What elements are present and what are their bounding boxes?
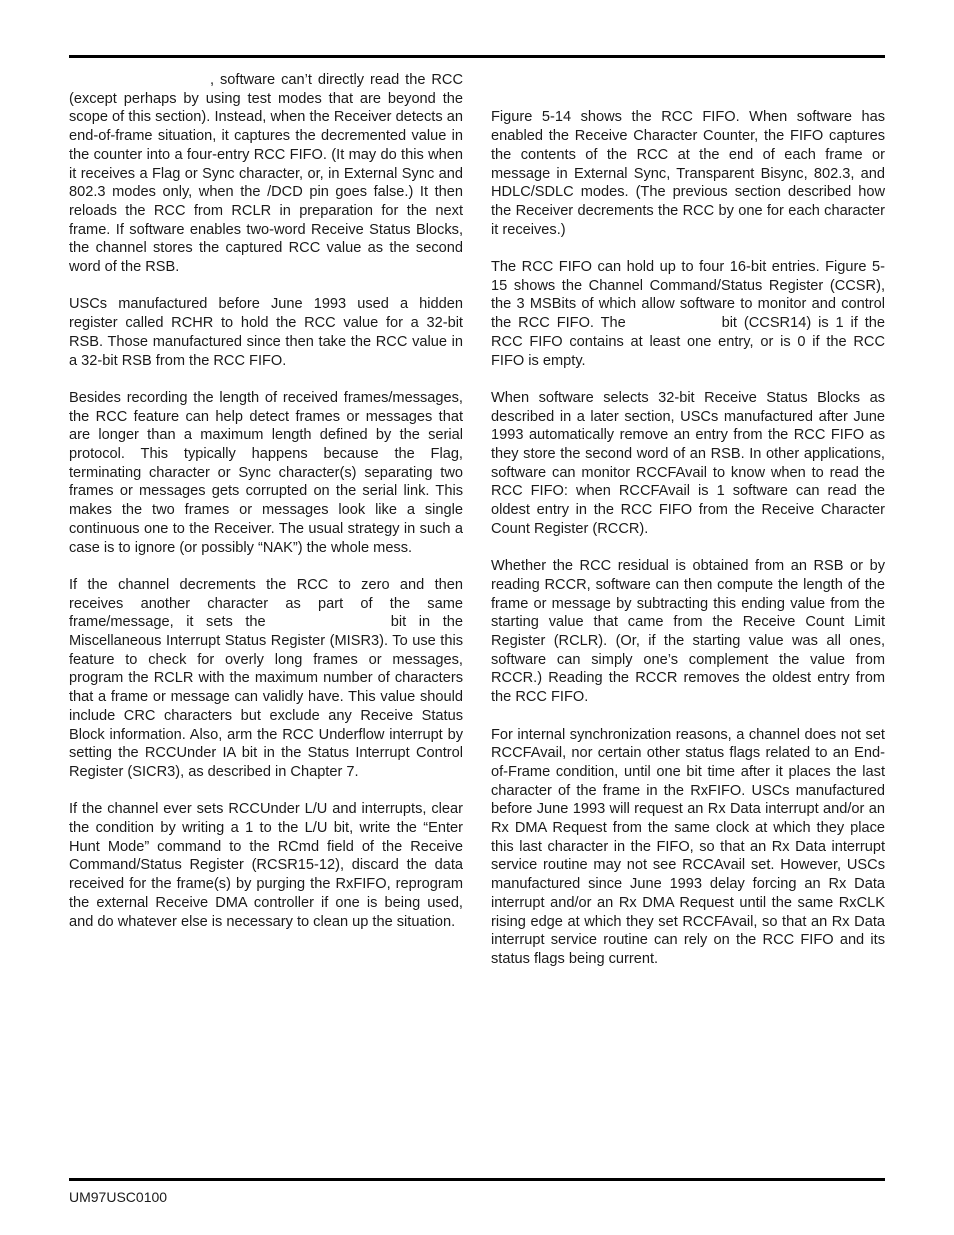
paragraph-rcc-fifo-capture: [69, 71, 463, 277]
paragraph-text: The RCC FIFO can hold up to four 16-bit entries. Figure 5-15 shows the Channel Command/Status Register (CCSR), the 3 MSBits of which allow software to monitor and control the RCC FIFO. The: [491, 259, 885, 332]
left-column: [69, 71, 463, 950]
paragraph-underflow-recovery: If the channel ever sets RCCUnder L/U and interrupts, clear the condition by writing a 1 to the L/U bit, write the “Enter Hunt Mode” command to the RCmd field of the Receive Command/Status Register (RCSR15-12), discard the data received for the frame(s) by purging the RxFIFO, reprogram the external Receive DMA controller if one is being used, and do whatever else is necessary to clean up the situation.: [69, 801, 463, 930]
paragraph-rcc-fifo-figure: Figure 5-14 shows the RCC FIFO. When software has enabled the Receive Character Counter, the FIFO captures the contents of the RCC at the end of each frame or message in External Sync, Transparent Bisync, 802.3, and HDLC/SDLC modes. (The previous section described how the Receiver decrements the RCC by one for each character it receives.): [491, 109, 885, 238]
right-column: [491, 71, 885, 987]
paragraph-text: bit in the Miscellaneous Interrupt Status Register (MISR3). To use this feature to check for overly long frames or messages, program the RCLR with the maximum number of characters that a frame or message can validly have. This value should include CRC characters but exclude any Receive Status Block information. Also, arm the RCC Underflow interrupt by setting the RCCUnder IA bit in the Status Interrupt Control Register (SICR3), as described in Chapter 7.: [69, 614, 463, 780]
paragraph-rccfavail: When software selects 32-bit Receive Status Blocks as described in a later section, USCs manufactured after June 1993 automatically remove an entry from the RCC FIFO as they store the second word of an RSB. In other applications, software can monitor RCCFAvail to know when to read the RCC FIFO: when RCCFAvail is 1 software can read the oldest entry in the RCC FIFO from the Receive Character Count Register (RCCR).: [491, 389, 885, 537]
paragraph-ccsr-control: [491, 258, 885, 370]
paragraph-text: bit (CCSR14) is 1 if the RCC FIFO contains at least one entry, or is 0 if the RCC FIFO is empty.: [491, 315, 886, 369]
footer-rule: [69, 1178, 885, 1181]
paragraph-sync-timing: For internal synchronization reasons, a channel does not set RCCFAvail, nor certain other status flags related to an End-of-Frame condition, until one bit time after it places the last character of the frame in the RxFIFO. USCs manufactured before June 1993 will request an Rx Data interrupt and/or an Rx DMA Request from the same clock at which they place this last character in the FIFO, so that an Rx Data interrupt service routine may not see RCCAvail set. However, USCs manufactured since June 1993 delay forcing an Rx Data interrupt and/or an Rx DMA Request until the same RxCLK rising edge at which they set RCCFAvail, so that an Rx Data interrupt service routine can rely on the RCC FIFO and its status flags being current.: [491, 726, 885, 967]
paragraph-text: , software can’t directly read the RCC (except perhaps by using test modes that are beyond the scope of this section). Instead, when the Receiver detects an end-of-frame situation, it captures the decremented value in the counter into a four-entry RCC FIFO. (It may do this when it receives a Flag or Sync character, or, in External Sync and 802.3 modes only, when the /DCD pin goes false.) It then reloads the RCC from RCLR in preparation for the next frame. If software enables two-word Receive Status Blocks, the channel stores the captured RCC value as the second word of the RSB.: [69, 72, 463, 276]
document-id: UM97USC0100: [69, 1189, 168, 1205]
paragraph-long-frame-detection: Besides recording the length of received frames/messages, the RCC feature can help detect frames or messages that are longer than a maximum length defined by the serial protocol. This typically happens because the Flag, terminating character or Sync character(s) separating two frames or messages gets corrupted on the serial link. This makes the two frames or messages look like a single continuous one to the Receiver. The usual strategy in such a case is to ignore (or possibly “NAK”) the whole mess.: [69, 389, 463, 556]
paragraph-rcc-underflow: [69, 576, 463, 782]
header-rule: [69, 55, 885, 58]
paragraph-frame-length: Whether the RCC residual is obtained from an RSB or by reading RCCR, software can then compute the length of the frame or message by subtracting this ending value from the starting value that came from the Receive Count Limit Register (RCLR). (Or, if the starting value was all ones, software can simply one’s complement the value from RCCR.) Reading the RCCR removes the oldest entry from the RCC FIFO.: [491, 558, 885, 706]
paragraph-text: If the channel decrements the RCC to zero and then receives another character as part of the same frame/message, it sets the: [69, 576, 463, 631]
paragraph-rchr-history: USCs manufactured before June 1993 used a hidden register called RCHR to hold the RCC value for a 32-bit RSB. Those manufactured since then take the RCC value in a 32-bit RSB from the RCC FIFO.: [69, 296, 463, 369]
